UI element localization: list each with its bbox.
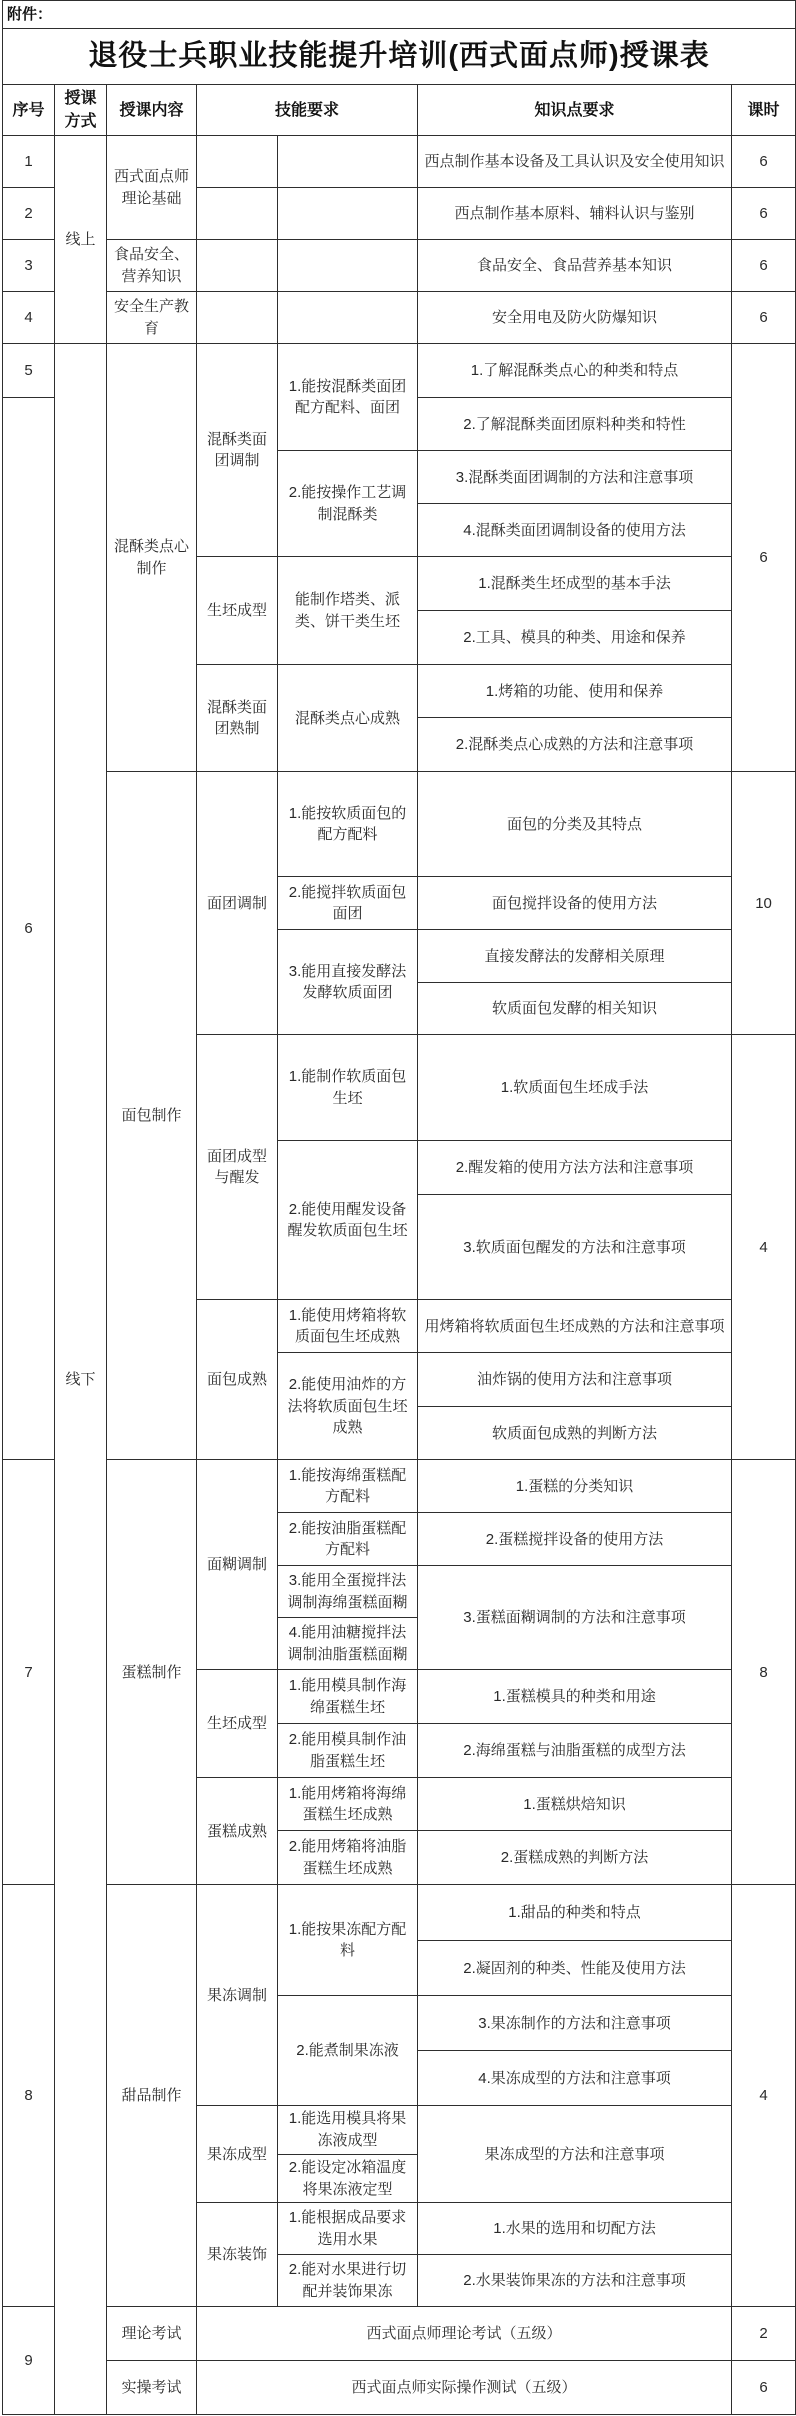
knowledge-cell: 3.蛋糕面糊调制的方法和注意事项 [418,1566,732,1670]
content-cell: 理论考试 [107,2307,197,2361]
course-table [2,0,796,2415]
knowledge-cell: 4.混酥类面团调制设备的使用方法 [418,504,732,557]
exam-desc-cell: 西式面点师实际操作测试（五级） [197,2361,732,2415]
seq-cell: 4 [3,292,55,344]
skill-cell: 混酥类点心成熟 [278,665,418,772]
col-header-skill: 技能要求 [197,85,418,136]
skill-group-cell: 果冻装饰 [197,2203,278,2307]
knowledge-cell: 2.蛋糕搅拌设备的使用方法 [418,1513,732,1566]
knowledge-cell: 软质面包成熟的判断方法 [418,1407,732,1460]
skill-group-cell-empty [197,240,278,292]
knowledge-cell: 西点制作基本原料、辅料认识与鉴别 [418,188,732,240]
col-header-knowledge: 知识点要求 [418,85,732,136]
knowledge-cell: 安全用电及防火防爆知识 [418,292,732,344]
knowledge-cell: 1.甜品的种类和特点 [418,1885,732,1941]
content-cell: 安全生产教育 [107,292,197,344]
seq-cell: 9 [3,2307,55,2415]
seq-cell: 2 [3,188,55,240]
content-cell: 混酥类点心制作 [107,344,197,772]
hours-cell: 2 [732,2307,796,2361]
knowledge-cell: 食品安全、食品营养基本知识 [418,240,732,292]
knowledge-cell: 2.醒发箱的使用方法方法和注意事项 [418,1141,732,1195]
skill-group-cell: 混酥类面团调制 [197,344,278,557]
exam-desc-cell: 西式面点师理论考试（五级） [197,2307,732,2361]
knowledge-cell: 3.果冻制作的方法和注意事项 [418,1996,732,2051]
seq-cell: 8 [3,1885,55,2307]
knowledge-cell: 1.蛋糕的分类知识 [418,1460,732,1513]
skill-cell-empty [278,240,418,292]
hours-cell: 6 [732,188,796,240]
knowledge-cell: 用烤箱将软质面包生坯成熟的方法和注意事项 [418,1300,732,1353]
skill-cell: 1.能按果冻配方配料 [278,1885,418,1996]
knowledge-cell: 面包搅拌设备的使用方法 [418,877,732,930]
skill-cell: 1.能用烤箱将海绵蛋糕生坯成熟 [278,1778,418,1831]
knowledge-cell: 西点制作基本设备及工具认识及安全使用知识 [418,136,732,188]
content-cell: 面包制作 [107,772,197,1460]
skill-cell: 2.能用模具制作油脂蛋糕生坯 [278,1724,418,1778]
col-header-seq: 序号 [3,85,55,136]
content-cell: 西式面点师理论基础 [107,136,197,240]
knowledge-cell: 油炸锅的使用方法和注意事项 [418,1353,732,1407]
skill-cell: 1.能制作软质面包生坯 [278,1035,418,1141]
skill-cell-empty [278,136,418,188]
skill-group-cell-empty [197,136,278,188]
knowledge-cell: 3.软质面包醒发的方法和注意事项 [418,1195,732,1300]
skill-group-cell: 面团成型与醒发 [197,1035,278,1300]
knowledge-cell: 2.工具、模具的种类、用途和保养 [418,611,732,665]
knowledge-cell: 2.凝固剂的种类、性能及使用方法 [418,1941,732,1996]
seq-cell: 3 [3,240,55,292]
skill-cell: 1.能选用模具将果冻液成型 [278,2106,418,2155]
skill-cell: 2.能按操作工艺调制混酥类 [278,451,418,557]
skill-cell-empty [278,292,418,344]
attachment-label: 附件： [3,1,796,29]
skill-cell: 3.能用全蛋搅拌法调制海绵蛋糕面糊 [278,1566,418,1618]
hours-cell: 6 [732,240,796,292]
skill-group-cell: 蛋糕成熟 [197,1778,278,1885]
skill-cell: 2.能搅拌软质面包面团 [278,877,418,930]
knowledge-cell: 1.水果的选用和切配方法 [418,2203,732,2255]
hours-cell: 4 [732,1035,796,1460]
knowledge-cell: 1.了解混酥类点心的种类和特点 [418,344,732,398]
skill-cell-empty [278,188,418,240]
method-cell-online: 线上 [55,136,107,344]
skill-group-cell-empty [197,188,278,240]
skill-cell: 2.能用烤箱将油脂蛋糕生坯成熟 [278,1831,418,1885]
skill-cell: 1.能按海绵蛋糕配方配料 [278,1460,418,1513]
skill-group-cell: 果冻调制 [197,1885,278,2106]
skill-group-cell: 面包成熟 [197,1300,278,1460]
skill-cell: 2.能按油脂蛋糕配方配料 [278,1513,418,1566]
seq-cell: 1 [3,136,55,188]
knowledge-cell: 2.了解混酥类面团原料种类和特性 [418,398,732,451]
content-cell: 实操考试 [107,2361,197,2415]
skill-cell: 1.能使用烤箱将软质面包生坯成熟 [278,1300,418,1353]
skill-cell: 1.能按软质面包的配方配料 [278,772,418,877]
knowledge-cell: 1.混酥类生坯成型的基本手法 [418,557,732,611]
content-cell: 甜品制作 [107,1885,197,2307]
knowledge-cell: 4.果冻成型的方法和注意事项 [418,2051,732,2106]
knowledge-cell: 直接发酵法的发酵相关原理 [418,930,732,983]
hours-cell: 10 [732,772,796,1035]
col-header-content: 授课内容 [107,85,197,136]
knowledge-cell: 2.海绵蛋糕与油脂蛋糕的成型方法 [418,1724,732,1778]
seq-cell: 6 [3,398,55,1460]
skill-group-cell: 生坯成型 [197,1670,278,1778]
col-header-hours: 课时 [732,85,796,136]
skill-group-cell: 果冻成型 [197,2106,278,2203]
hours-cell: 6 [732,136,796,188]
hours-cell: 8 [732,1460,796,1885]
knowledge-cell: 果冻成型的方法和注意事项 [418,2106,732,2203]
skill-group-cell: 生坯成型 [197,557,278,665]
knowledge-cell: 1.软质面包生坯成手法 [418,1035,732,1141]
method-cell-offline: 线下 [55,344,107,2415]
knowledge-cell: 2.蛋糕成熟的判断方法 [418,1831,732,1885]
seq-cell: 7 [3,1460,55,1885]
skill-cell: 1.能按混酥类面团配方配料、面团 [278,344,418,451]
skill-group-cell: 混酥类面团熟制 [197,665,278,772]
knowledge-cell: 2.水果装饰果冻的方法和注意事项 [418,2255,732,2307]
seq-cell: 5 [3,344,55,398]
content-cell: 蛋糕制作 [107,1460,197,1885]
skill-cell: 1.能根据成品要求选用水果 [278,2203,418,2255]
hours-cell: 6 [732,2361,796,2415]
skill-cell: 能制作塔类、派类、饼干类生坯 [278,557,418,665]
col-header-method: 授课方式 [55,85,107,136]
knowledge-cell: 软质面包发酵的相关知识 [418,983,732,1035]
skill-cell: 2.能使用醒发设备醒发软质面包生坯 [278,1141,418,1300]
skill-cell: 2.能设定冰箱温度将果冻液定型 [278,2154,418,2203]
skill-group-cell: 面团调制 [197,772,278,1035]
skill-cell: 2.能对水果进行切配并装饰果冻 [278,2255,418,2307]
skill-cell: 2.能煮制果冻液 [278,1996,418,2106]
knowledge-cell: 1.蛋糕烘焙知识 [418,1778,732,1831]
hours-cell: 4 [732,1885,796,2307]
hours-cell: 6 [732,292,796,344]
skill-cell: 2.能使用油炸的方法将软质面包生坯成熟 [278,1353,418,1460]
hours-cell: 6 [732,344,796,772]
skill-cell: 3.能用直接发酵法发酵软质面团 [278,930,418,1035]
skill-group-cell-empty [197,292,278,344]
knowledge-cell: 1.烤箱的功能、使用和保养 [418,665,732,718]
knowledge-cell: 1.蛋糕模具的种类和用途 [418,1670,732,1724]
content-cell: 食品安全、营养知识 [107,240,197,292]
page-title: 退役士兵职业技能提升培训(西式面点师)授课表 [3,29,796,85]
skill-group-cell: 面糊调制 [197,1460,278,1670]
knowledge-cell: 3.混酥类面团调制的方法和注意事项 [418,451,732,504]
skill-cell: 1.能用模具制作海绵蛋糕生坯 [278,1670,418,1724]
skill-cell: 4.能用油糖搅拌法调制油脂蛋糕面糊 [278,1618,418,1670]
knowledge-cell: 面包的分类及其特点 [418,772,732,877]
knowledge-cell: 2.混酥类点心成熟的方法和注意事项 [418,718,732,772]
